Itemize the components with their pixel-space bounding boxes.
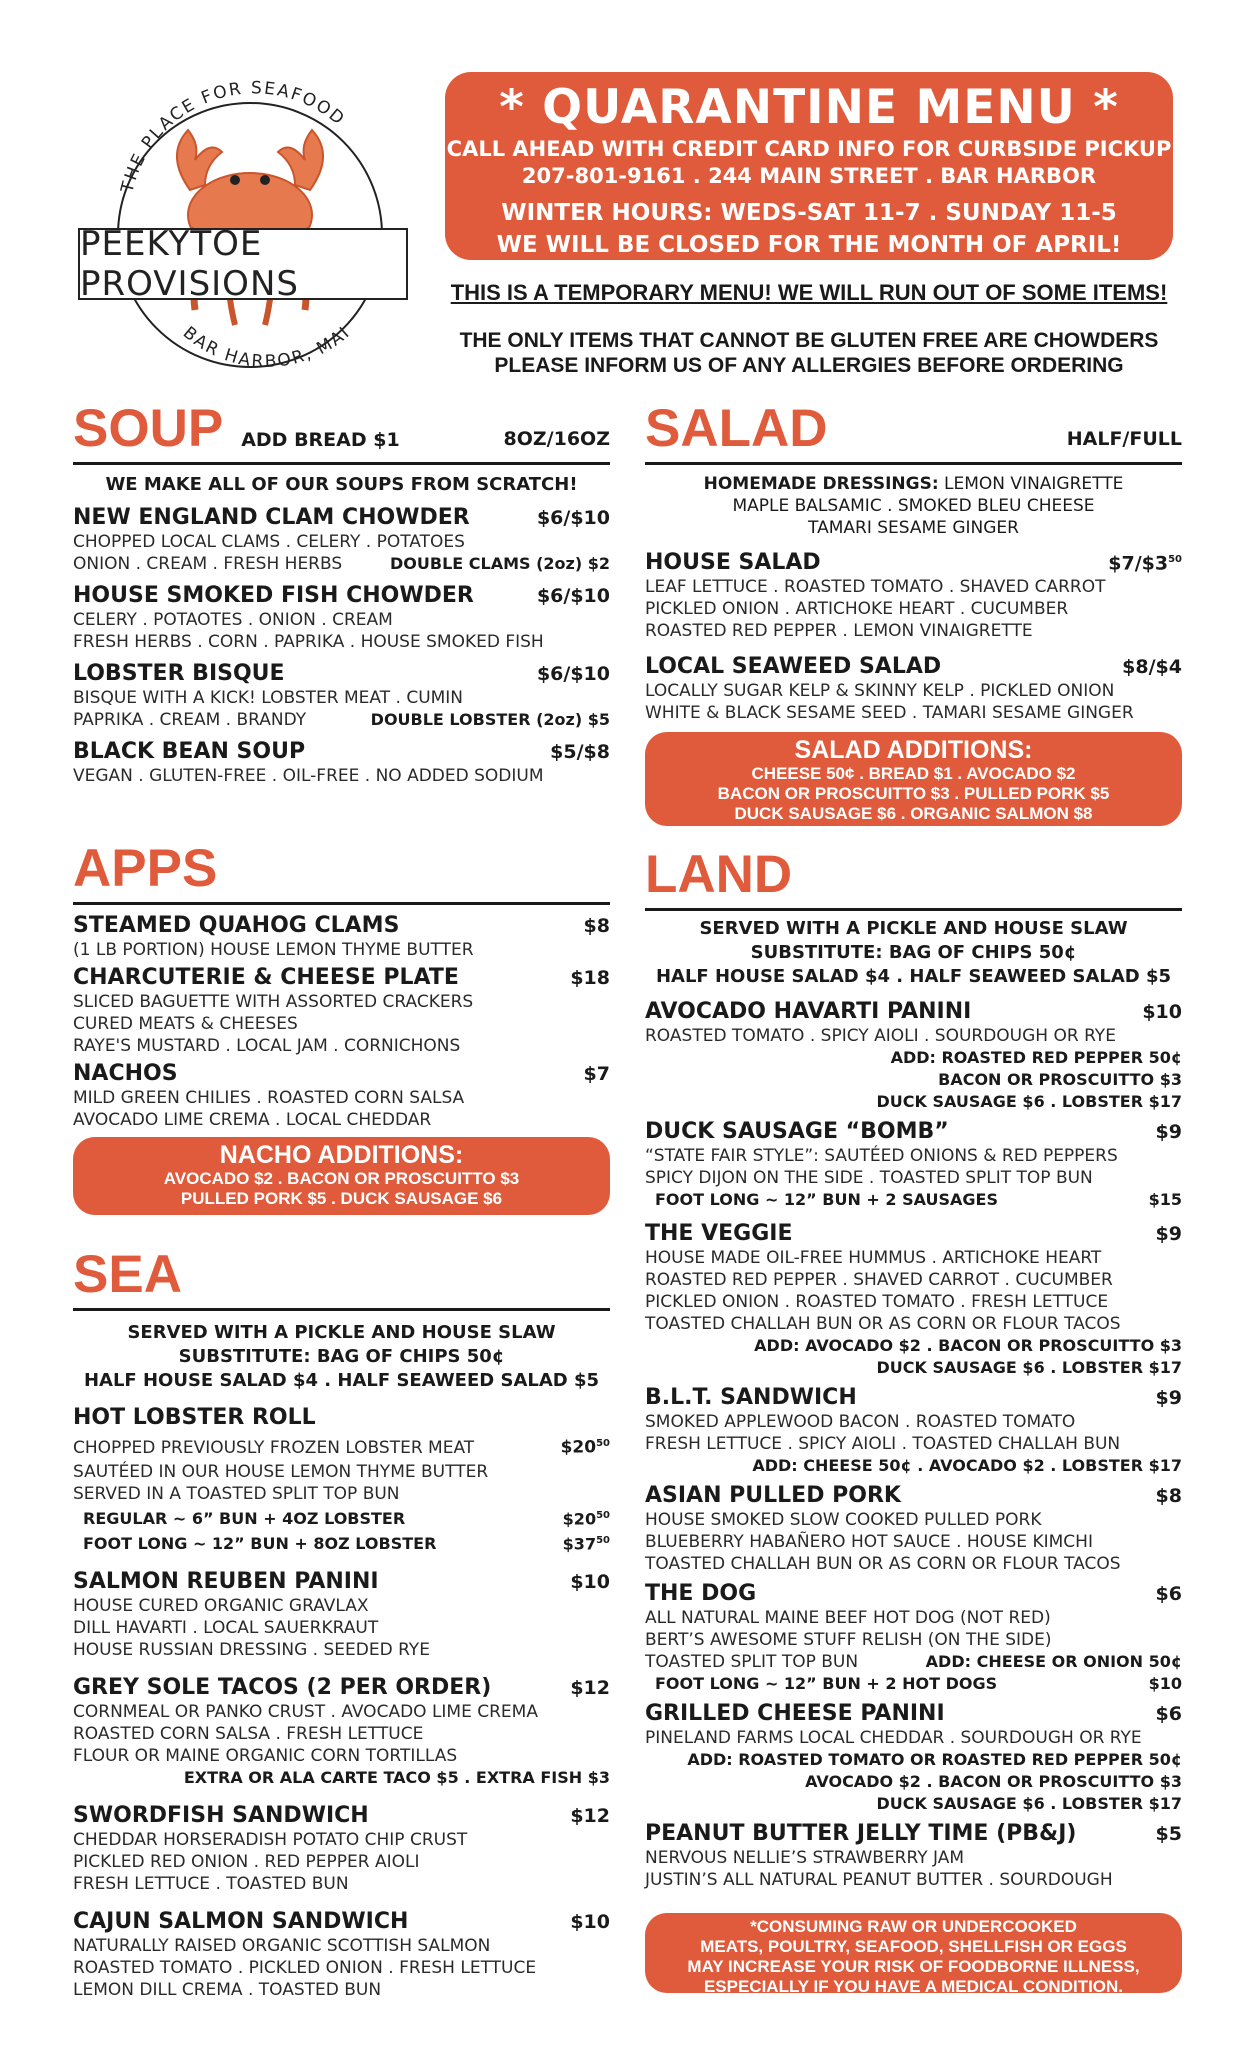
item-price: $6/$10 xyxy=(536,585,610,607)
menu-item xyxy=(73,1803,610,1895)
warning-line: MEATS, POULTRY, SEAFOOD, SHELLFISH OR EGGS xyxy=(700,1937,1127,1956)
option-line: ADD: ROASTED TOMATO OR ROASTED RED PEPPER 50¢ xyxy=(687,1750,1182,1769)
option-price xyxy=(563,1530,610,1555)
apps-section xyxy=(73,839,610,1215)
item-name: THE DOG xyxy=(645,1581,757,1606)
soup-title: SOUP xyxy=(73,399,224,458)
option-line: AVOCADO $2 . BACON OR PROSCUITTO $3 xyxy=(805,1772,1182,1791)
item-desc: ROASTED TOMATO . SPICY AIOLI . SOURDOUGH OR RYE xyxy=(645,1026,1116,1046)
menu-item xyxy=(645,1821,1182,1891)
soup-sizes: 8OZ/16OZ xyxy=(503,428,610,450)
intro-line: HALF HOUSE SALAD $4 . HALF SEAWEED SALAD $5 xyxy=(655,966,1172,987)
item-name: GREY SOLE TACOS (2 PER ORDER) xyxy=(73,1675,492,1701)
item-price xyxy=(561,1431,610,1461)
item-desc: CELERY . POTAOTES . ONION . CREAM xyxy=(73,610,393,630)
item-price: $10 xyxy=(1142,1001,1182,1023)
temporary-notice: THIS IS A TEMPORARY MENU! WE WILL RUN OUT OF SOME ITEMS! xyxy=(450,280,1168,305)
item-price: $9 xyxy=(1155,1387,1182,1409)
menu-item xyxy=(645,1483,1182,1575)
option-line: ADD: AVOCADO $2 . BACON OR PROSCUITTO $3 xyxy=(754,1336,1182,1355)
item-price: $8/$4 xyxy=(1122,656,1182,679)
land-title: LAND xyxy=(645,845,793,904)
logo-bottom-arc: BAR HARBOR, MAI xyxy=(178,322,355,373)
item-desc: ROASTED CORN SALSA . FRESH LETTUCE xyxy=(73,1724,424,1745)
item-price: $12 xyxy=(570,1677,610,1700)
item-desc: FRESH HERBS . CORN . PAPRIKA . HOUSE SMOKED FISH xyxy=(73,632,544,652)
salad-sizes: HALF/FULL xyxy=(1066,428,1182,450)
item-desc: BERT’S AWESOME STUFF RELISH (ON THE SIDE) xyxy=(645,1630,1052,1650)
item-desc: LOCALLY SUGAR KELP & SKINNY KELP . PICKLED ONION xyxy=(645,681,1115,702)
land-section xyxy=(645,845,1182,1996)
item-desc: SLICED BAGUETTE WITH ASSORTED CRACKERS xyxy=(73,992,474,1012)
item-name: NEW ENGLAND CLAM CHOWDER xyxy=(73,505,470,530)
item-desc: ONION . CREAM . FRESH HERBS xyxy=(73,554,343,574)
dressings xyxy=(645,473,1182,539)
option-line: DUCK SAUSAGE $6 . LOBSTER $17 xyxy=(876,1358,1182,1377)
item-name: AVOCADO HAVARTI PANINI xyxy=(645,999,972,1024)
warning-line: ESPECIALLY IF YOU HAVE A MEDICAL CONDITION. xyxy=(703,1977,1124,1996)
menu-item xyxy=(73,1909,610,2001)
item-desc: CURED MEATS & CHEESES xyxy=(73,1014,298,1034)
option-price xyxy=(563,1505,610,1530)
menu-item xyxy=(645,547,1182,642)
item-desc: SAUTÉED IN OUR HOUSE LEMON THYME BUTTER xyxy=(73,1461,489,1482)
warning-line: MAY INCREASE YOUR RISK OF FOODBORNE ILLNESS, xyxy=(687,1957,1140,1976)
item-desc: SERVED IN A TOASTED SPLIT TOP BUN xyxy=(73,1483,400,1504)
item-desc: BLUEBERRY HABAÑERO HOT SAUCE . HOUSE KIMCHI xyxy=(645,1532,1093,1552)
menu-item xyxy=(645,654,1182,724)
apps-title: APPS xyxy=(73,839,218,898)
item-desc: LEMON DILL CREMA . TOASTED BUN xyxy=(73,1980,382,2001)
item-desc: DILL HAVARTI . LOCAL SAUERKRAUT xyxy=(73,1618,379,1639)
sea-title: SEA xyxy=(73,1245,182,1304)
nacho-additions-box xyxy=(73,1137,610,1215)
menu-item xyxy=(73,913,610,961)
item-desc: HOUSE RUSSIAN DRESSING . SEEDED RYE xyxy=(73,1640,430,1661)
item-name: B.L.T. SANDWICH xyxy=(645,1385,857,1410)
intro-line: SUBSTITUTE: BAG OF CHIPS 50¢ xyxy=(750,942,1077,963)
menu-item xyxy=(645,1701,1182,1815)
item-price: $10 xyxy=(570,1571,610,1594)
option-line: FOOT LONG ~ 12” BUN + 2 SAUSAGES xyxy=(655,1190,998,1209)
salad-title: SALAD xyxy=(645,399,828,458)
item-extra: DOUBLE CLAMS (2oz) $2 xyxy=(390,554,610,573)
item-desc: MILD GREEN CHILIES . ROASTED CORN SALSA xyxy=(73,1088,465,1108)
item-desc: JUSTIN’S ALL NATURAL PEANUT BUTTER . SOURDOUGH xyxy=(645,1870,1113,1890)
menu-item xyxy=(73,661,610,731)
item-desc: CHEDDAR HORSERADISH POTATO CHIP CRUST xyxy=(73,1830,468,1851)
item-desc: CORNMEAL OR PANKO CRUST . AVOCADO LIME CREMA xyxy=(73,1702,538,1723)
item-desc: FRESH LETTUCE . SPICY AIOLI . TOASTED CHALLAH BUN xyxy=(645,1434,1121,1454)
item-desc: ROASTED RED PEPPER . SHAVED CARROT . CUCUMBER xyxy=(645,1270,1113,1290)
intro-line: SERVED WITH A PICKLE AND HOUSE SLAW xyxy=(127,1322,556,1343)
item-name: HOUSE SMOKED FISH CHOWDER xyxy=(73,583,474,608)
item-name: ASIAN PULLED PORK xyxy=(645,1483,901,1508)
item-price: $5 xyxy=(1155,1823,1182,1845)
item-name: NACHOS xyxy=(73,1061,178,1086)
item-desc: (1 LB PORTION) HOUSE LEMON THYME BUTTER xyxy=(73,940,474,960)
header-line-4: WE WILL BE CLOSED FOR THE MONTH OF APRIL! xyxy=(496,232,1122,258)
item-desc: FRESH LETTUCE . TOASTED BUN xyxy=(73,1874,349,1895)
option-price: $10 xyxy=(1148,1674,1182,1693)
menu-item xyxy=(645,1221,1182,1379)
item-desc: SPICY DIJON ON THE SIDE . TOASTED SPLIT TOP BUN xyxy=(645,1168,1093,1188)
salad-section xyxy=(645,399,1182,826)
item-desc: HOUSE MADE OIL-FREE HUMMUS . ARTICHOKE HEART xyxy=(645,1248,1102,1268)
menu-item xyxy=(73,505,610,575)
price-main: $7/$3 xyxy=(1108,552,1169,575)
option-line: ADD: CHEESE 50¢ . AVOCADO $2 . LOBSTER $17 xyxy=(752,1456,1182,1475)
item-name: CAJUN SALMON SANDWICH xyxy=(73,1909,409,1935)
raw-food-warning xyxy=(645,1913,1182,1996)
soup-section xyxy=(73,399,610,787)
item-price: $10 xyxy=(570,1911,610,1934)
intro-line: SUBSTITUTE: BAG OF CHIPS 50¢ xyxy=(178,1346,505,1367)
item-price: $6/$10 xyxy=(536,663,610,685)
header-line-3: WINTER HOURS: WEDS-SAT 11-7 . SUNDAY 11-5 xyxy=(501,200,1117,226)
intro-line: SERVED WITH A PICKLE AND HOUSE SLAW xyxy=(699,918,1128,939)
item-desc: NATURALLY RAISED ORGANIC SCOTTISH SALMON xyxy=(73,1936,491,1957)
item-price: $8 xyxy=(583,915,610,937)
option-line: ADD: CHEESE OR ONION 50¢ xyxy=(925,1652,1182,1671)
salad-additions-title: SALAD ADDITIONS: xyxy=(794,736,1033,765)
item-desc: ROASTED TOMATO . PICKLED ONION . FRESH LETTUCE xyxy=(73,1958,537,1979)
option-line: EXTRA OR ALA CARTE TACO $5 . EXTRA FISH $3 xyxy=(183,1768,610,1788)
addition-line: PULLED PORK $5 . DUCK SAUSAGE $6 xyxy=(180,1189,503,1208)
menu-item xyxy=(73,1569,610,1661)
price-cents: 50 xyxy=(1168,554,1182,565)
menu-item xyxy=(73,583,610,653)
option-line: DUCK SAUSAGE $6 . LOBSTER $17 xyxy=(876,1092,1182,1111)
warning-line: *CONSUMING RAW OR UNDERCOOKED xyxy=(750,1917,1077,1936)
item-price: $5/$8 xyxy=(550,741,610,763)
item-price: $6 xyxy=(1155,1583,1182,1605)
item-name: BLACK BEAN SOUP xyxy=(73,739,306,764)
item-desc: PINELAND FARMS LOCAL CHEDDAR . SOURDOUGH OR RYE xyxy=(645,1728,1142,1748)
header-line-1: CALL AHEAD WITH CREDIT CARD INFO FOR CURBSIDE PICKUP xyxy=(446,137,1172,161)
option-line: FOOT LONG ~ 12” BUN + 8OZ LOBSTER xyxy=(83,1534,437,1554)
option-line: BACON OR PROSCUITTO $3 xyxy=(938,1070,1182,1089)
price-main: $20 xyxy=(560,1437,597,1458)
option-line: ADD: ROASTED RED PEPPER 50¢ xyxy=(890,1048,1182,1067)
menu-item xyxy=(645,999,1182,1113)
menu-item xyxy=(645,1581,1182,1695)
item-price: $6 xyxy=(1155,1703,1182,1725)
price-cents: 50 xyxy=(596,1509,610,1521)
addition-line: DUCK SAUSAGE $6 . ORGANIC SALMON $8 xyxy=(734,804,1093,824)
item-name: GRILLED CHEESE PANINI xyxy=(645,1701,945,1726)
land-intro xyxy=(645,917,1182,989)
dressing: LEMON VINAIGRETTE xyxy=(944,474,1124,494)
item-name: STEAMED QUAHOG CLAMS xyxy=(73,913,400,938)
intro-line: HALF HOUSE SALAD $4 . HALF SEAWEED SALAD $5 xyxy=(83,1370,600,1391)
menu-title: * QUARANTINE MENU * xyxy=(499,80,1119,135)
item-price: $7 xyxy=(583,1063,610,1085)
item-price: $12 xyxy=(570,1805,610,1828)
price-cents: 50 xyxy=(596,1534,610,1546)
option-price: $15 xyxy=(1148,1190,1182,1209)
allergy-line: PLEASE INFORM US OF ANY ALLERGIES BEFORE ORDERING xyxy=(494,354,1124,377)
gluten-notice xyxy=(445,328,1173,378)
item-desc: PICKLED RED ONION . RED PEPPER AIOLI xyxy=(73,1852,420,1873)
header-box xyxy=(445,72,1173,260)
logo-name: PEEKYTOE PROVISIONS xyxy=(78,228,408,300)
nacho-additions-title: NACHO ADDITIONS: xyxy=(219,1141,464,1169)
dressing: MAPLE BALSAMIC . SMOKED BLEU CHEESE xyxy=(732,496,1095,516)
item-extra: DOUBLE LOBSTER (2oz) $5 xyxy=(370,710,610,729)
item-name: HOUSE SALAD xyxy=(645,550,821,576)
item-desc: LEAF LETTUCE . ROASTED TOMATO . SHAVED CARROT xyxy=(645,577,1106,598)
item-desc: ALL NATURAL MAINE BEEF HOT DOG (NOT RED) xyxy=(645,1608,1051,1628)
price-main: $20 xyxy=(562,1508,597,1528)
item-name: DUCK SAUSAGE “BOMB” xyxy=(645,1119,949,1144)
item-desc: HOUSE CURED ORGANIC GRAVLAX xyxy=(73,1596,369,1617)
menu-item xyxy=(645,1119,1182,1211)
item-desc: “STATE FAIR STYLE”: SAUTÉED ONIONS & RED PEPPERS xyxy=(645,1146,1118,1166)
addition-line: CHEESE 50¢ . BREAD $1 . AVOCADO $2 xyxy=(751,764,1076,784)
item-desc: TOASTED SPLIT TOP BUN xyxy=(645,1652,859,1672)
menu-item xyxy=(73,1675,610,1789)
item-desc: RAYE'S MUSTARD . LOCAL JAM . CORNICHONS xyxy=(73,1036,461,1056)
item-price: $9 xyxy=(1155,1121,1182,1143)
add-bread: ADD BREAD $1 xyxy=(241,429,400,451)
item-desc: TOASTED CHALLAH BUN OR AS CORN OR FLOUR TACOS xyxy=(645,1554,1121,1574)
dressings-label: HOMEMADE DRESSINGS: xyxy=(703,474,939,494)
dressing: TAMARI SESAME GINGER xyxy=(808,518,1019,538)
item-desc: ROASTED RED PEPPER . LEMON VINAIGRETTE xyxy=(645,621,1033,642)
item-price: $6/$10 xyxy=(536,507,610,529)
item-desc: TOASTED CHALLAH BUN OR AS CORN OR FLOUR TACOS xyxy=(645,1314,1121,1334)
item-desc: WHITE & BLACK SESAME SEED . TAMARI SESAME GINGER xyxy=(645,703,1134,724)
menu-item xyxy=(73,1405,610,1555)
item-name: LOBSTER BISQUE xyxy=(73,661,285,686)
menu-item xyxy=(73,965,610,1057)
header-line-2: 207-801-9161 . 244 MAIN STREET . BAR HARBOR xyxy=(521,164,1097,188)
item-desc: FLOUR OR MAINE ORGANIC CORN TORTILLAS xyxy=(73,1746,458,1767)
item-desc: PICKLED ONION . ARTICHOKE HEART . CUCUMBER xyxy=(645,599,1069,620)
soup-intro: WE MAKE ALL OF OUR SOUPS FROM SCRATCH! xyxy=(105,474,578,495)
item-price: $18 xyxy=(570,967,610,989)
item-price xyxy=(1108,547,1182,576)
item-desc: PICKLED ONION . ROASTED TOMATO . FRESH LETTUCE xyxy=(645,1292,1109,1312)
item-desc: BISQUE WITH A KICK! LOBSTER MEAT . CUMIN xyxy=(73,688,464,708)
item-desc: PAPRIKA . CREAM . BRANDY xyxy=(73,710,307,730)
logo-top-arc: THE PLACE FOR SEAFOOD xyxy=(117,78,350,195)
item-name: THE VEGGIE xyxy=(645,1221,793,1246)
price-main: $37 xyxy=(562,1534,597,1554)
item-name: CHARCUTERIE & CHEESE PLATE xyxy=(73,965,459,990)
menu-item xyxy=(645,1385,1182,1477)
item-desc: VEGAN . GLUTEN-FREE . OIL-FREE . NO ADDED SODIUM xyxy=(73,766,544,786)
item-desc: SMOKED APPLEWOOD BACON . ROASTED TOMATO xyxy=(645,1412,1076,1432)
item-name: SALMON REUBEN PANINI xyxy=(73,1569,379,1595)
menu-item xyxy=(73,739,610,787)
menu-item xyxy=(73,1061,610,1131)
item-price: $8 xyxy=(1155,1485,1182,1507)
item-name: LOCAL SEAWEED SALAD xyxy=(645,654,942,680)
option-line: FOOT LONG ~ 12” BUN + 2 HOT DOGS xyxy=(655,1674,998,1693)
addition-line: AVOCADO $2 . BACON OR PROSCUITTO $3 xyxy=(163,1169,520,1188)
gluten-line: THE ONLY ITEMS THAT CANNOT BE GLUTEN FREE ARE CHOWDERS xyxy=(459,329,1159,352)
addition-line: BACON OR PROSCUITTO $3 . PULLED PORK $5 xyxy=(717,784,1110,804)
item-name: SWORDFISH SANDWICH xyxy=(73,1803,369,1829)
item-desc: CHOPPED LOCAL CLAMS . CELERY . POTATOES xyxy=(73,532,465,552)
sea-section xyxy=(73,1245,610,2001)
sea-intro xyxy=(73,1321,610,1393)
item-price: $9 xyxy=(1155,1223,1182,1245)
item-name: HOT LOBSTER ROLL xyxy=(73,1405,316,1430)
salad-additions-box xyxy=(645,732,1182,826)
item-name: PEANUT BUTTER JELLY TIME (PB&J) xyxy=(645,1821,1077,1846)
option-line: REGULAR ~ 6” BUN + 4OZ LOBSTER xyxy=(83,1508,406,1528)
option-line: DUCK SAUSAGE $6 . LOBSTER $17 xyxy=(876,1794,1182,1813)
item-desc: HOUSE SMOKED SLOW COOKED PULLED PORK xyxy=(645,1510,1042,1530)
item-desc: AVOCADO LIME CREMA . LOCAL CHEDDAR xyxy=(73,1110,432,1130)
price-cents: 50 xyxy=(596,1438,610,1449)
item-desc: NERVOUS NELLIE’S STRAWBERRY JAM xyxy=(645,1848,964,1868)
item-desc: CHOPPED PREVIOUSLY FROZEN LOBSTER MEAT xyxy=(73,1437,475,1458)
